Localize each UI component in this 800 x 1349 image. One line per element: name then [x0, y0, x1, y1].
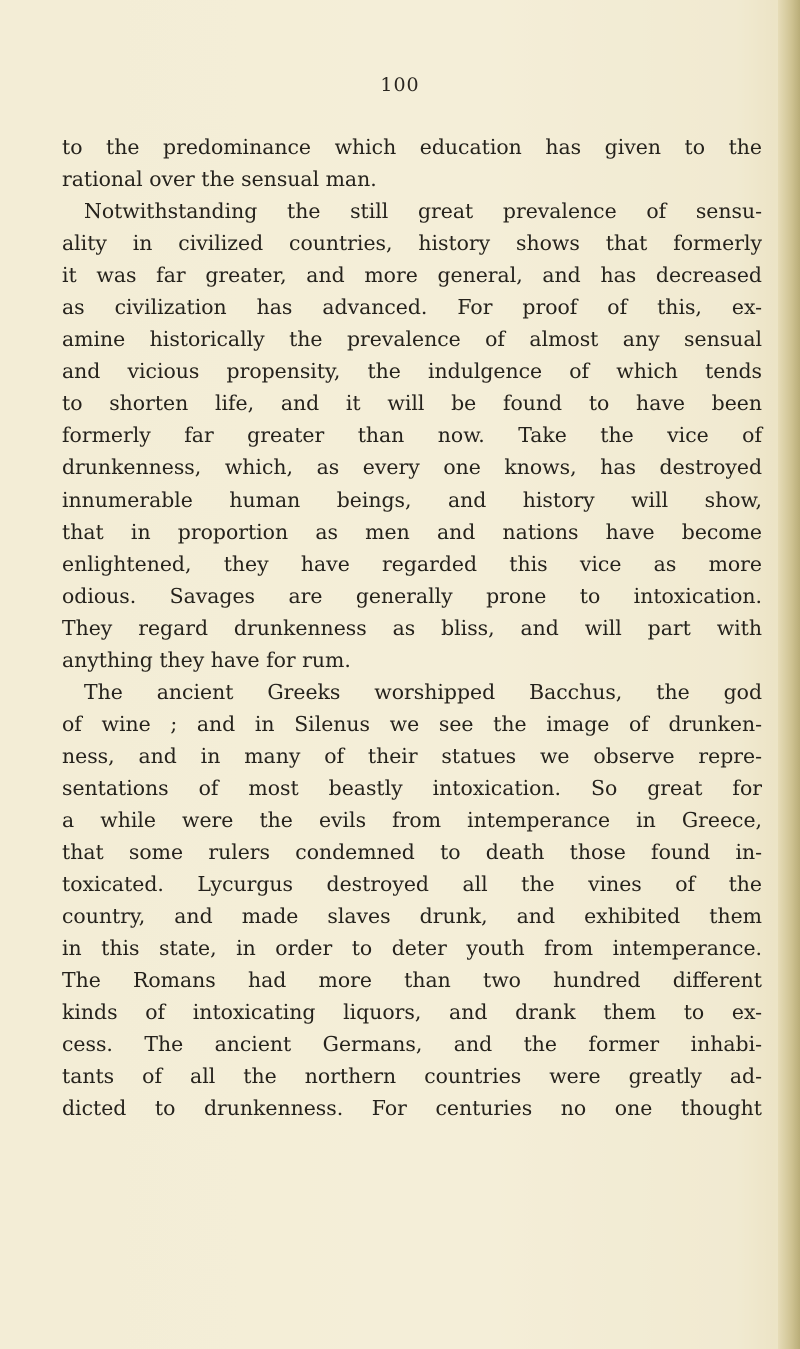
text-line: The Romans had more than two hundred different: [62, 968, 762, 993]
text-line: rational over the sensual man.: [62, 167, 377, 192]
text-line: ness, and in many of their statues we observe repre-: [62, 743, 762, 768]
text-line: sentations of most beastly intoxication. So great for: [62, 775, 762, 800]
text-line: Notwithstanding the still great prevalence of sensu-: [84, 199, 762, 224]
body-text: [62, 131, 762, 1124]
text-line: dicted to drunkenness. For centuries no one thought: [62, 1096, 762, 1121]
text-line: tants of all the northern countries were greatly ad-: [62, 1064, 762, 1089]
text-line: cess. The ancient Germans, and the former inhabi-: [62, 1032, 762, 1057]
text-line: enlightened, they have regarded this vice as more: [62, 551, 762, 576]
text-line: drunkenness, which, as every one knows, has destroyed: [62, 455, 762, 480]
text-line: to the predominance which education has given to the: [62, 135, 762, 159]
text-line: country, and made slaves drunk, and exhibited them: [62, 904, 762, 929]
text-line: ality in civilized countries, history shows that formerly: [62, 231, 762, 256]
text-line: anything they have for rum.: [62, 647, 351, 672]
text-line: and vicious propensity, the indulgence of which tends: [62, 359, 762, 384]
text-line: The ancient Greeks worshipped Bacchus, the god: [84, 679, 762, 704]
page-number: 100: [380, 74, 420, 96]
text-line: to shorten life, and it will be found to have been: [62, 391, 762, 416]
text-line: as civilization has advanced. For proof of this, ex-: [62, 295, 762, 320]
text-line: that some rulers condemned to death those found in-: [62, 840, 762, 865]
text-line: odious. Savages are generally prone to intoxication.: [62, 583, 762, 608]
text-line: amine historically the prevalence of almost any sensual: [62, 327, 762, 352]
text-line: kinds of intoxicating liquors, and drank them to ex-: [62, 1000, 762, 1025]
text-line: formerly far greater than now. Take the vice of: [62, 423, 762, 448]
text-line: innumerable human beings, and history will show,: [62, 487, 762, 512]
text-line: a while were the evils from intemperance in Greece,: [62, 807, 762, 832]
text-line: in this state, in order to deter youth from intemperance.: [62, 936, 762, 961]
text-line: They regard drunkenness as bliss, and will part with: [62, 615, 762, 640]
text-line: it was far greater, and more general, and has decreased: [62, 263, 762, 288]
text-line: toxicated. Lycurgus destroyed all the vines of the: [62, 872, 762, 897]
text-line: of wine ; and in Silenus we see the image of drunken-: [62, 711, 762, 736]
text-line: that in proportion as men and nations have become: [62, 519, 762, 544]
page-edge: [778, 0, 800, 1349]
